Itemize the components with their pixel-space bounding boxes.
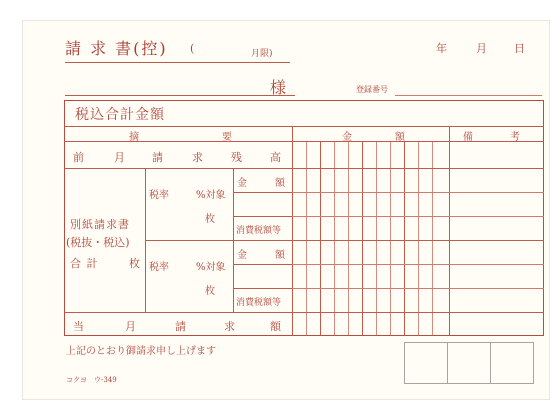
prev-char-2: 月 xyxy=(114,151,126,164)
tax-rate-label-2: 税率 xyxy=(149,262,169,273)
prev-char-1: 前 xyxy=(73,151,85,164)
registration-number-label: 登録番号 xyxy=(356,85,388,94)
rule-grid-2 xyxy=(292,216,544,217)
rule-grid-4 xyxy=(292,288,544,289)
prev-char-6: 高 xyxy=(270,151,282,164)
prev-char-3: 請 xyxy=(152,151,164,164)
sheets-label: 枚 xyxy=(129,257,141,270)
prev-char-5: 残 xyxy=(231,151,243,164)
consumption-tax-label-2: 消費税額等 xyxy=(236,298,282,308)
rule-grid-1 xyxy=(292,192,544,193)
tax-rate-label-1: 税率 xyxy=(149,190,169,201)
month-label: 月 xyxy=(476,42,487,55)
prev-char-4: 求 xyxy=(192,151,204,164)
current-char-3: 請 xyxy=(175,320,187,333)
rule-tax-2 xyxy=(233,288,292,289)
rule-amount-1 xyxy=(233,192,292,193)
amount-label-1a: 金 xyxy=(237,178,247,189)
rate-target-label-1: %対象 xyxy=(196,190,226,201)
amount-label-2b: 額 xyxy=(275,250,285,261)
col-remarks-b: 考 xyxy=(510,132,520,143)
seal-box-divider-1 xyxy=(447,342,448,384)
month-limit-paren: ( xyxy=(190,42,195,55)
col-summary-b: 要 xyxy=(222,132,232,143)
target-sheets-label-1: 枚 xyxy=(205,214,215,225)
seal-box-divider-2 xyxy=(490,342,491,384)
rule-rate-split xyxy=(145,240,544,241)
seal-box xyxy=(404,342,534,384)
col-amount-a: 金 xyxy=(342,132,352,143)
registration-line xyxy=(395,95,542,96)
addressee-line xyxy=(65,95,295,96)
col-summary-a: 摘 xyxy=(129,132,139,143)
day-label: 日 xyxy=(514,42,525,55)
table-rule-title xyxy=(64,126,544,127)
current-char-1: 当 xyxy=(73,320,85,333)
year-label: 年 xyxy=(436,42,447,55)
target-sheets-label-2: 枚 xyxy=(205,286,215,297)
total-label: 合 計 xyxy=(70,257,99,270)
col-remarks-a: 備 xyxy=(463,132,473,143)
product-code: コクヨ ウ-349 xyxy=(66,376,117,384)
amount-digit-grid xyxy=(292,141,450,336)
addressee-suffix: 様 xyxy=(270,78,287,97)
amount-label-1b: 額 xyxy=(275,178,285,189)
current-char-5: 額 xyxy=(270,320,282,333)
current-char-4: 求 xyxy=(224,320,236,333)
closing-note: 上記のとおり御請求申し上げます xyxy=(66,346,216,357)
month-limit-label: 月限) xyxy=(251,49,273,59)
amount-label-2a: 金 xyxy=(237,250,247,261)
col-amount-b: 額 xyxy=(395,132,405,143)
invoice-title: 請 求 書(控) xyxy=(65,39,168,58)
rate-target-label-2: %対象 xyxy=(196,262,226,273)
rule-grid-3 xyxy=(292,264,544,265)
tax-basis-label: (税抜・税込) xyxy=(66,236,130,249)
consumption-tax-label-1: 消費税額等 xyxy=(236,226,282,236)
title-underline xyxy=(65,62,290,63)
current-char-2: 月 xyxy=(125,320,137,333)
rule-amount-2 xyxy=(233,264,292,265)
rule-tax-1 xyxy=(233,216,292,217)
tax-included-total-label: 税込合計金額 xyxy=(75,107,165,123)
separate-invoice-label: 別紙請求書 xyxy=(70,218,130,231)
